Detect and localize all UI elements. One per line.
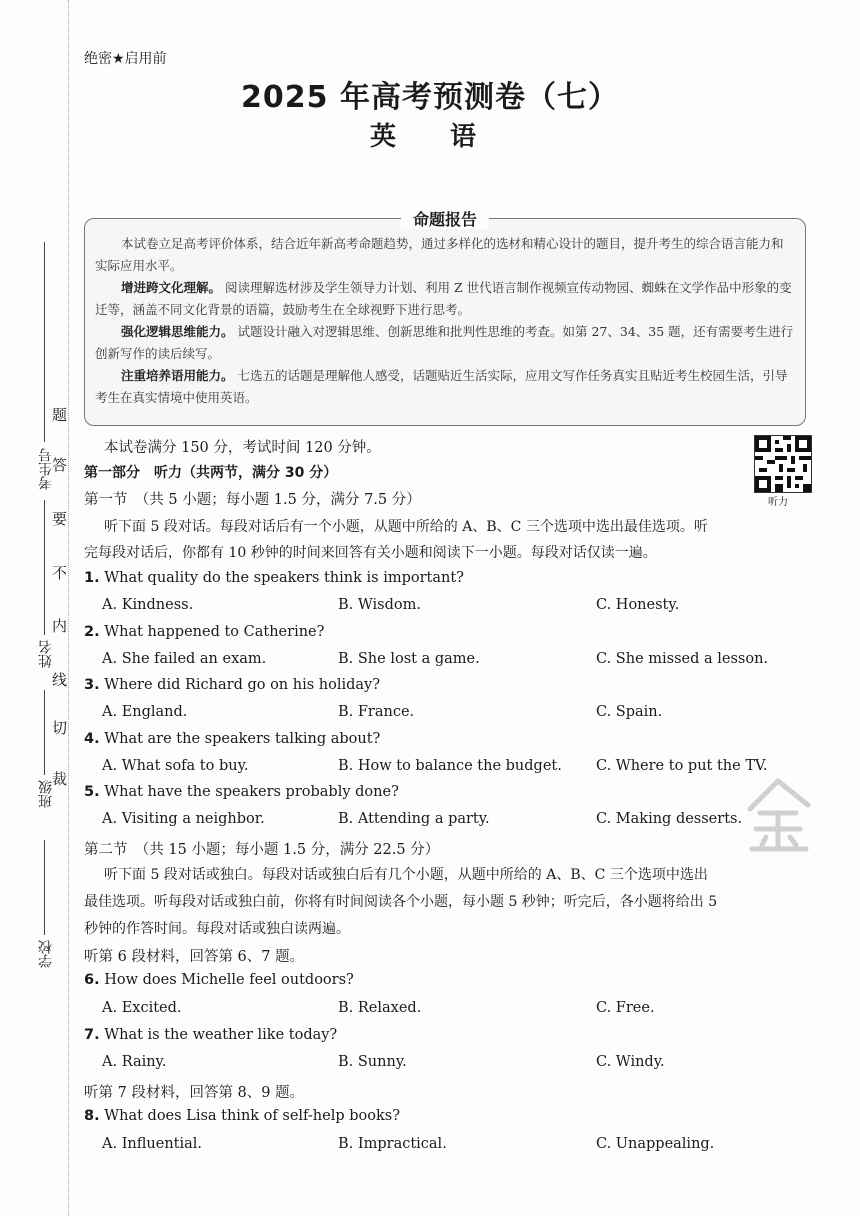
report-intro: 本试卷立足高考评价体系，结合近年新高考命题趋势，通过多样化的选材和精心设计的题目，提升考生的综合语言能力和实际应用水平。 [95,236,784,273]
section2-title: 第二节 （共 15 小题；每小题 1.5 分，满分 22.5 分） [84,842,440,858]
question-text: What are the speakers talking about? [104,731,381,747]
option-b[interactable]: B. Wisdom. [338,597,421,613]
binding-margin-line [68,0,69,1216]
proposition-report-box [84,210,806,426]
section1-instruction: 完每段对话后，你都有 10 秒钟的时间来回答有关小题和阅读下一小题。每段对话仅读一遍。 [84,545,657,561]
qr-label: 听力 [768,497,788,508]
sidebar-warning-char: 线 [52,671,68,689]
option-b[interactable]: B. She lost a game. [338,651,480,667]
confidential-note: 绝密★启用前 [84,51,167,67]
option-a[interactable]: A. She failed an exam. [102,651,267,667]
question-number: 1. [84,570,100,586]
question-number: 2. [84,624,100,640]
subject-title: 英 语 [369,122,490,152]
report-title: 命题报告 [401,210,489,229]
option-b[interactable]: B. How to balance the budget. [338,758,562,774]
option-c[interactable]: C. Windy. [596,1054,665,1070]
option-b[interactable]: B. Impractical. [338,1136,447,1152]
question-number: 5. [84,784,100,800]
exam-info: 本试卷满分 150 分，考试时间 120 分钟。 [104,440,381,456]
option-b[interactable]: B. Relaxed. [338,1000,422,1016]
sidebar-warning-char: 不 [52,564,68,582]
question-stem [84,570,804,586]
class-fill-line [44,690,45,775]
sidebar-warning-char: 切 [52,719,68,737]
question-stem [84,784,804,800]
page-title: 2025 年高考预测卷（七） [241,80,619,115]
school-fill-line [44,840,45,935]
report-point [95,321,795,365]
sidebar-label-name: 姓名 [38,640,54,668]
report-point-heading: 增进跨文化理解。 [121,280,222,295]
material-heading: 听第 6 段材料，回答第 6、7 题。 [84,949,305,965]
option-a[interactable]: A. Kindness. [102,597,194,613]
question-text: What does Lisa think of self-help books? [104,1108,400,1124]
report-point-text: 阅读理解选材涉及学生领导力计划、利用 Z 世代语言制作视频宣传动物园、蜘蛛在文学作品中形象的变迁等，涵盖不同文化背景的语篇，鼓励考生在全球视野下进行思考。 [95,280,792,317]
question-stem [84,1108,804,1124]
question-number: 8. [84,1108,100,1124]
option-c[interactable]: C. Making desserts. [596,811,743,827]
section1-instruction: 听下面 5 段对话。每段对话后有一个小题，从题中所给的 A、B、C 三个选项中选出最佳选项。听 [104,519,708,535]
option-c[interactable]: C. Spain. [596,704,663,720]
question-text: How does Michelle feel outdoors? [104,972,354,988]
report-point [95,365,795,409]
sidebar-warning-char: 答 [52,456,68,474]
option-a[interactable]: A. Visiting a neighbor. [102,811,265,827]
option-a[interactable]: A. England. [102,704,188,720]
sidebar-warning-char: 内 [52,617,68,635]
report-point-heading: 注重培养语用能力。 [121,368,234,383]
question-stem [84,1027,804,1043]
question-text: What happened to Catherine? [104,624,325,640]
question-stem [84,972,804,988]
section2-instruction: 秒钟的作答时间。每段对话或独白读两遍。 [84,921,350,937]
option-c[interactable]: C. Free. [596,1000,655,1016]
question-text: What quality do the speakers think is important? [104,570,464,586]
question-text: What have the speakers probably done? [104,784,399,800]
option-c[interactable]: C. Honesty. [596,597,680,613]
report-point-text: 试题设计融入对逻辑思维、创新思维和批判性思维的考查。如第 27、34、35 题，还有需要考生进行创新写作的读后续写。 [95,324,794,361]
report-body [95,233,795,409]
question-number: 6. [84,972,100,988]
question-stem [84,624,804,640]
question-text: What is the weather like today? [104,1027,338,1043]
option-c[interactable]: C. She missed a lesson. [596,651,769,667]
sidebar-warning-char: 裁 [52,770,68,788]
material-heading: 听第 7 段材料，回答第 8、9 题。 [84,1085,305,1101]
question-stem [84,677,804,693]
section2-instruction: 听下面 5 段对话或独白。每段对话或独白后有几个小题，从题中所给的 A、B、C 三个选项中选出 [104,867,708,883]
report-point [95,277,795,321]
section2-instruction: 最佳选项。听每段对话或独白前，你将有时间阅读各个小题，每小题 5 秒钟；听完后，各小题将给出 5 [84,894,718,910]
option-b[interactable]: B. Attending a party. [338,811,490,827]
sidebar-label-class: 班级 [38,780,54,808]
sidebar-label-exam-number: 考生号 [38,448,54,490]
option-a[interactable]: A. Excited. [102,1000,182,1016]
option-b[interactable]: B. France. [338,704,415,720]
option-c[interactable]: C. Unappealing. [596,1136,715,1152]
sidebar-warning-char: 要 [52,510,68,528]
question-number: 4. [84,731,100,747]
option-a[interactable]: A. Rainy. [102,1054,167,1070]
question-number: 7. [84,1027,100,1043]
exam-number-fill-line [44,242,45,442]
question-text: Where did Richard go on his holiday? [104,677,381,693]
sidebar-warning-char: 题 [52,406,68,424]
part1-title: 第一部分 听力（共两节，满分 30 分） [84,465,338,481]
option-c[interactable]: C. Where to put the TV. [596,758,768,774]
name-fill-line [44,500,45,635]
question-number: 3. [84,677,100,693]
option-a[interactable]: A. Influential. [102,1136,203,1152]
option-b[interactable]: B. Sunny. [338,1054,407,1070]
sidebar-label-school: 学校 [38,940,54,968]
section1-title: 第一节 （共 5 小题；每小题 1.5 分，满分 7.5 分） [84,492,421,508]
report-point-text: 七选五的话题是理解他人感受，话题贴近生活实际，应用文写作任务真实且贴近考生校园生活，引导考生在真实情境中使用英语。 [95,368,788,405]
report-point-heading: 强化逻辑思维能力。 [121,324,234,339]
question-stem [84,731,804,747]
option-a[interactable]: A. What sofa to buy. [102,758,249,774]
